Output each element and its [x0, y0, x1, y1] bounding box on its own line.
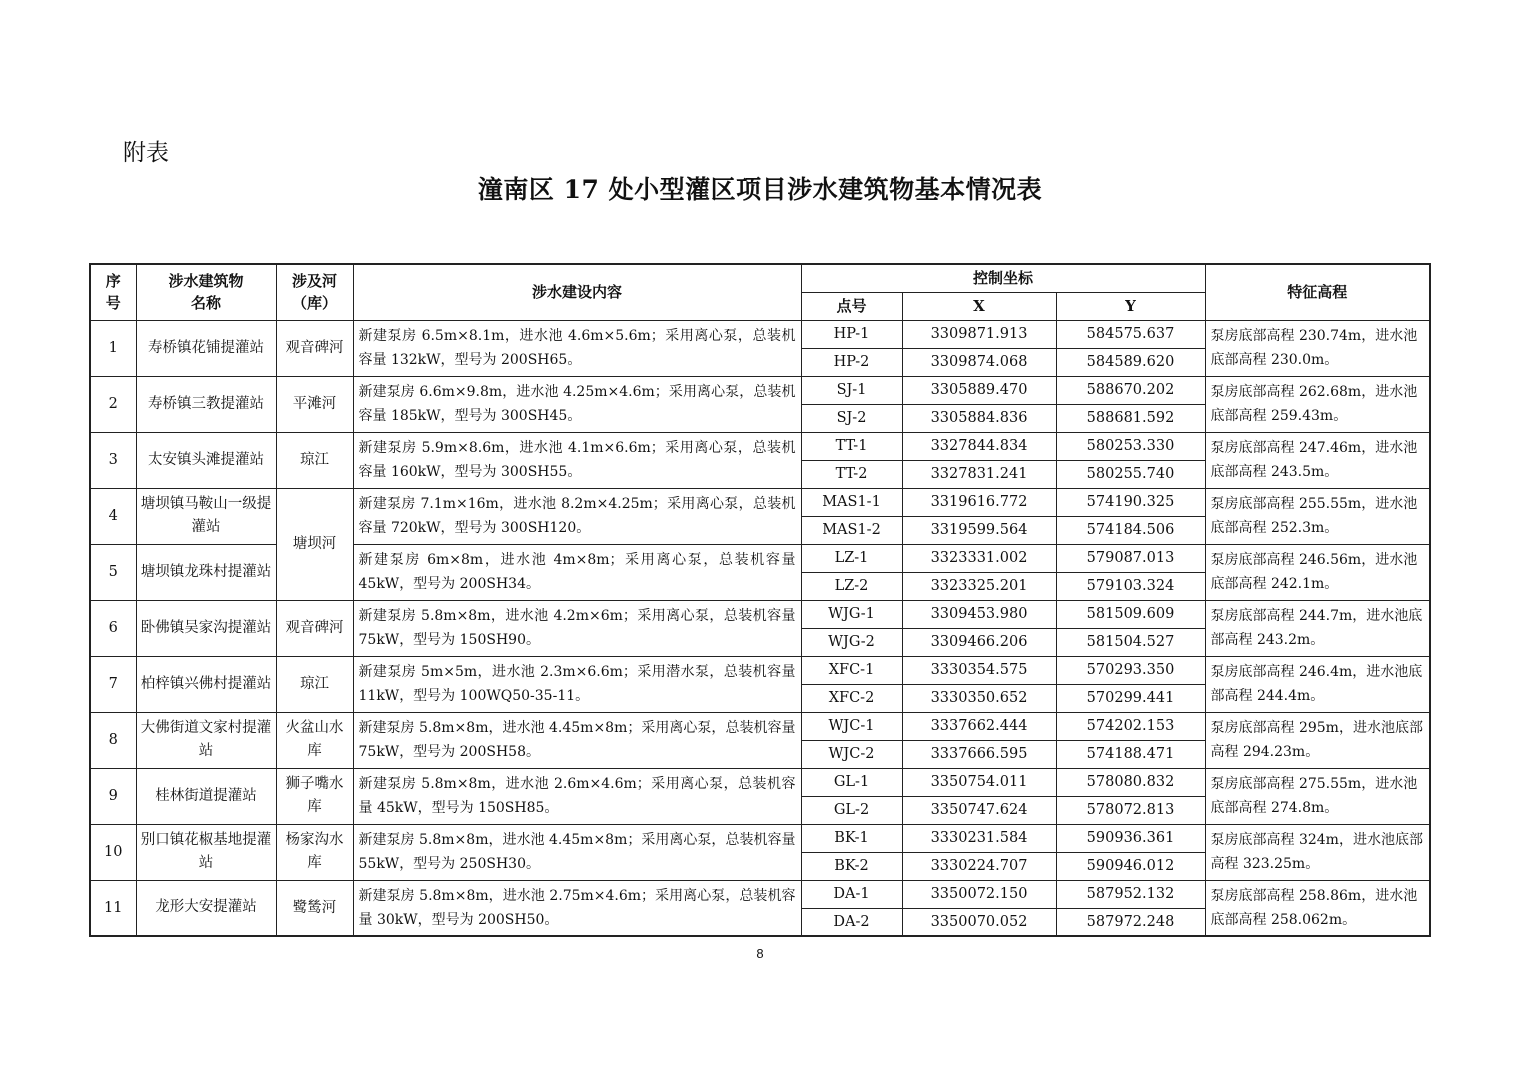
- x-cell: 3330231.584: [902, 824, 1056, 852]
- name-cell: 太安镇头滩提灌站: [136, 432, 276, 488]
- table-row: [90, 880, 1430, 908]
- y-cell: 578072.813: [1056, 796, 1205, 824]
- name-cell: 寿桥镇三教提灌站: [136, 376, 276, 432]
- point-cell: DA-1: [801, 880, 902, 908]
- x-cell: 3350072.150: [902, 880, 1056, 908]
- y-cell: 587972.248: [1056, 908, 1205, 936]
- x-cell: 3323325.201: [902, 572, 1056, 600]
- elevation-cell: 泵房底部高程 230.74m，进水池底部高程 230.0m。: [1205, 320, 1430, 376]
- x-cell: 3337666.595: [902, 740, 1056, 768]
- header-coords: 控制坐标: [801, 264, 1205, 292]
- seq-cell: 7: [90, 656, 136, 712]
- y-cell: 588681.592: [1056, 404, 1205, 432]
- point-cell: DA-2: [801, 908, 902, 936]
- header-name-line1: 涉水建筑物: [168, 272, 244, 291]
- point-cell: WJG-2: [801, 628, 902, 656]
- appendix-label: 附表: [123, 140, 169, 166]
- river-cell: 琼江: [276, 656, 353, 712]
- header-river: [276, 264, 353, 320]
- seq-cell: 9: [90, 768, 136, 824]
- point-cell: WJG-1: [801, 600, 902, 628]
- y-cell: 574202.153: [1056, 712, 1205, 740]
- y-cell: 579087.013: [1056, 544, 1205, 572]
- name-cell: 大佛街道文家村提灌站: [136, 712, 276, 768]
- point-cell: XFC-1: [801, 656, 902, 684]
- name-cell: 塘坝镇龙珠村提灌站: [136, 544, 276, 600]
- point-cell: HP-1: [801, 320, 902, 348]
- x-cell: 3309871.913: [902, 320, 1056, 348]
- y-cell: 580255.740: [1056, 460, 1205, 488]
- table-row: [90, 376, 1430, 404]
- page-title: 潼南区 17 处小型灌区项目涉水建筑物基本情况表: [477, 175, 1043, 204]
- river-cell: 杨家沟水库: [276, 824, 353, 880]
- river-cell: 狮子嘴水库: [276, 768, 353, 824]
- y-cell: 574188.471: [1056, 740, 1205, 768]
- header-seq: [90, 264, 136, 320]
- content-cell: 新建泵房 5.8m×8m，进水池 4.45m×8m；采用离心泵，总装机容量 75kW，型号为 200SH58。: [353, 712, 801, 768]
- table-row: [90, 432, 1430, 460]
- header-river-line2: （库）: [291, 294, 337, 313]
- name-cell: 龙形大安提灌站: [136, 880, 276, 936]
- y-cell: 578080.832: [1056, 768, 1205, 796]
- table-row: [90, 320, 1430, 348]
- river-cell: 琼江: [276, 432, 353, 488]
- x-cell: 3305884.836: [902, 404, 1056, 432]
- point-cell: GL-1: [801, 768, 902, 796]
- elevation-cell: 泵房底部高程 247.46m，进水池底部高程 243.5m。: [1205, 432, 1430, 488]
- table-row: [90, 600, 1430, 628]
- content-cell: 新建泵房 5.8m×8m，进水池 4.45m×8m；采用离心泵，总装机容量 55kW，型号为 250SH30。: [353, 824, 801, 880]
- x-cell: 3319616.772: [902, 488, 1056, 516]
- name-cell: 塘坝镇马鞍山一级提灌站: [136, 488, 276, 544]
- table-row: [90, 824, 1430, 852]
- river-cell: 鹭鸶河: [276, 880, 353, 936]
- point-cell: MAS1-1: [801, 488, 902, 516]
- content-cell: 新建泵房 6.5m×8.1m，进水池 4.6m×5.6m；采用离心泵，总装机容量 132kW，型号为 200SH65。: [353, 320, 801, 376]
- elevation-cell: 泵房底部高程 324m，进水池底部高程 323.25m。: [1205, 824, 1430, 880]
- y-cell: 590946.012: [1056, 852, 1205, 880]
- point-cell: TT-2: [801, 460, 902, 488]
- seq-cell: 1: [90, 320, 136, 376]
- seq-cell: 10: [90, 824, 136, 880]
- elevation-cell: 泵房底部高程 244.7m，进水池底部高程 243.2m。: [1205, 600, 1430, 656]
- x-cell: 3330224.707: [902, 852, 1056, 880]
- content-cell: 新建泵房 6m×8m，进水池 4m×8m；采用离心泵，总装机容量 45kW，型号为 200SH34。: [353, 544, 801, 600]
- name-cell: 桂林街道提灌站: [136, 768, 276, 824]
- table-row: [90, 712, 1430, 740]
- river-cell: 观音碑河: [276, 320, 353, 376]
- x-cell: 3330354.575: [902, 656, 1056, 684]
- y-cell: 590936.361: [1056, 824, 1205, 852]
- header-seq-line1: 序: [105, 272, 121, 291]
- point-cell: LZ-2: [801, 572, 902, 600]
- point-cell: GL-2: [801, 796, 902, 824]
- seq-cell: 6: [90, 600, 136, 656]
- table-row: [90, 656, 1430, 684]
- y-cell: 584575.637: [1056, 320, 1205, 348]
- x-cell: 3309466.206: [902, 628, 1056, 656]
- point-cell: XFC-2: [801, 684, 902, 712]
- content-cell: 新建泵房 5.9m×8.6m，进水池 4.1m×6.6m；采用离心泵，总装机容量 160kW，型号为 300SH55。: [353, 432, 801, 488]
- river-cell: 火盆山水库: [276, 712, 353, 768]
- x-cell: 3305889.470: [902, 376, 1056, 404]
- content-cell: 新建泵房 5m×5m，进水池 2.3m×6.6m；采用潜水泵，总装机容量 11kW，型号为 100WQ50-35-11。: [353, 656, 801, 712]
- x-cell: 3330350.652: [902, 684, 1056, 712]
- x-cell: 3309874.068: [902, 348, 1056, 376]
- name-cell: 柏梓镇兴佛村提灌站: [136, 656, 276, 712]
- seq-cell: 2: [90, 376, 136, 432]
- point-cell: BK-2: [801, 852, 902, 880]
- x-cell: 3319599.564: [902, 516, 1056, 544]
- x-cell: 3350747.624: [902, 796, 1056, 824]
- point-cell: HP-2: [801, 348, 902, 376]
- point-cell: TT-1: [801, 432, 902, 460]
- content-cell: 新建泵房 7.1m×16m，进水池 8.2m×4.25m；采用离心泵，总装机容量 720kW，型号为 300SH120。: [353, 488, 801, 544]
- point-cell: LZ-1: [801, 544, 902, 572]
- y-cell: 570293.350: [1056, 656, 1205, 684]
- elevation-cell: 泵房底部高程 255.55m，进水池底部高程 252.3m。: [1205, 488, 1430, 544]
- y-cell: 570299.441: [1056, 684, 1205, 712]
- header-name-line2: 名称: [190, 294, 221, 313]
- content-cell: 新建泵房 6.6m×9.8m，进水池 4.25m×4.6m；采用离心泵，总装机容量 185kW，型号为 300SH45。: [353, 376, 801, 432]
- content-cell: 新建泵房 5.8m×8m，进水池 2.75m×4.6m；采用离心泵，总装机容量 30kW，型号为 200SH50。: [353, 880, 801, 936]
- y-cell: 584589.620: [1056, 348, 1205, 376]
- seq-cell: 4: [90, 488, 136, 544]
- point-cell: MAS1-2: [801, 516, 902, 544]
- elevation-cell: 泵房底部高程 295m，进水池底部高程 294.23m。: [1205, 712, 1430, 768]
- header-content: 涉水建设内容: [353, 264, 801, 320]
- header-elevation: 特征高程: [1205, 264, 1430, 320]
- point-cell: SJ-1: [801, 376, 902, 404]
- seq-cell: 11: [90, 880, 136, 936]
- y-cell: 581509.609: [1056, 600, 1205, 628]
- river-cell: 平滩河: [276, 376, 353, 432]
- x-cell: 3327831.241: [902, 460, 1056, 488]
- x-cell: 3337662.444: [902, 712, 1056, 740]
- y-cell: 580253.330: [1056, 432, 1205, 460]
- x-cell: 3350070.052: [902, 908, 1056, 936]
- y-cell: 579103.324: [1056, 572, 1205, 600]
- header-y: Y: [1056, 292, 1205, 320]
- table-row: [90, 768, 1430, 796]
- content-cell: 新建泵房 5.8m×8m，进水池 4.2m×6m；采用离心泵，总装机容量 75kW，型号为 150SH90。: [353, 600, 801, 656]
- river-cell: 塘坝河: [276, 488, 353, 600]
- elevation-cell: 泵房底部高程 258.86m，进水池底部高程 258.062m。: [1205, 880, 1430, 936]
- seq-cell: 3: [90, 432, 136, 488]
- y-cell: 587952.132: [1056, 880, 1205, 908]
- header-name: [136, 264, 276, 320]
- elevation-cell: 泵房底部高程 246.56m，进水池底部高程 242.1m。: [1205, 544, 1430, 600]
- name-cell: 寿桥镇花铺提灌站: [136, 320, 276, 376]
- seq-cell: 5: [90, 544, 136, 600]
- point-cell: WJC-1: [801, 712, 902, 740]
- x-cell: 3327844.834: [902, 432, 1056, 460]
- page-number: 8: [756, 946, 764, 961]
- name-cell: 别口镇花椒基地提灌站: [136, 824, 276, 880]
- y-cell: 581504.527: [1056, 628, 1205, 656]
- header-seq-line2: 号: [105, 294, 121, 313]
- elevation-cell: 泵房底部高程 246.4m，进水池底部高程 244.4m。: [1205, 656, 1430, 712]
- structures-table: [89, 263, 1431, 937]
- header-x: X: [902, 292, 1056, 320]
- y-cell: 574190.325: [1056, 488, 1205, 516]
- seq-cell: 8: [90, 712, 136, 768]
- point-cell: WJC-2: [801, 740, 902, 768]
- point-cell: BK-1: [801, 824, 902, 852]
- river-cell: 观音碑河: [276, 600, 353, 656]
- name-cell: 卧佛镇吴家沟提灌站: [136, 600, 276, 656]
- table-row: [90, 488, 1430, 516]
- header-river-line1: 涉及河: [291, 272, 337, 291]
- content-cell: 新建泵房 5.8m×8m，进水池 2.6m×4.6m；采用离心泵，总装机容量 45kW，型号为 150SH85。: [353, 768, 801, 824]
- point-cell: SJ-2: [801, 404, 902, 432]
- y-cell: 588670.202: [1056, 376, 1205, 404]
- header-point: 点号: [801, 292, 902, 320]
- x-cell: 3350754.011: [902, 768, 1056, 796]
- x-cell: 3323331.002: [902, 544, 1056, 572]
- y-cell: 574184.506: [1056, 516, 1205, 544]
- elevation-cell: 泵房底部高程 262.68m，进水池底部高程 259.43m。: [1205, 376, 1430, 432]
- elevation-cell: 泵房底部高程 275.55m，进水池底部高程 274.8m。: [1205, 768, 1430, 824]
- x-cell: 3309453.980: [902, 600, 1056, 628]
